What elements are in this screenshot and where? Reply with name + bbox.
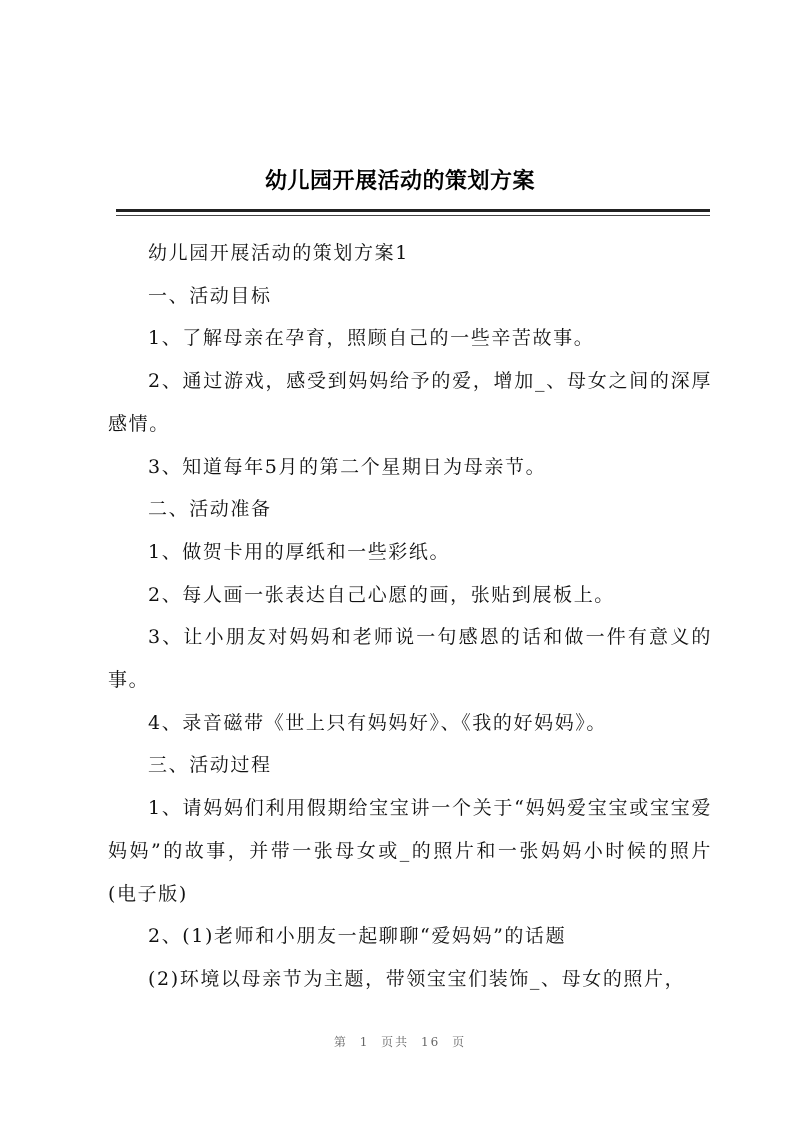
paragraph: 4、录音磁带《世上只有妈妈好》、《我的好妈妈》。 [148,711,607,734]
paragraph: 1、了解母亲在孕育，照顾自己的一些辛苦故事。 [148,327,595,350]
document-title: 幼儿园开展活动的策划方案 [264,168,535,194]
page-footer [0,1033,800,1050]
paragraph: 2、通过游戏，感受到妈妈给予的爱，增加_、母女之间的深厚感情。 [108,370,712,435]
paragraph: 2、每人画一张表达自己心愿的画，张贴到展板上。 [148,583,615,606]
paragraph: (2)环境以母亲节为主题，带领宝宝们装饰_、母女的照片， [148,967,686,990]
section-heading: 幼儿园开展活动的策划方案1 [148,242,409,264]
footer-page-number: 1 [359,1035,370,1049]
paragraph: 3、知道每年5月的第二个星期日为母亲节。 [148,455,547,478]
footer-total-pages: 16 [421,1035,441,1049]
title-divider [116,209,710,212]
subsection-heading: 三、活动过程 [148,754,272,777]
paragraph: 3、让小朋友对妈妈和老师说一句感恩的话和做一件有意义的事。 [108,626,712,692]
paragraph: 1、请妈妈们利用假期给宝宝讲一个关于“妈妈爱宝宝或宝宝爱妈妈”的故事，并带一张母女或_的照片和一张妈妈小时候的照片(电子版) [108,797,712,905]
paragraph: 1、做贺卡用的厚纸和一些彩纸。 [148,540,451,563]
title-divider-thin [116,215,710,216]
document-body [108,232,712,1001]
footer-page-label: 第 [333,1035,348,1049]
subsection-heading: 二、活动准备 [148,498,272,521]
footer-page-mid: 页共 [381,1035,410,1049]
footer-page-suffix: 页 [452,1035,467,1049]
subsection-heading: 一、活动目标 [148,284,272,307]
paragraph: 2、(1)老师和小朋友一起聊聊“爱妈妈”的话题 [148,925,567,948]
